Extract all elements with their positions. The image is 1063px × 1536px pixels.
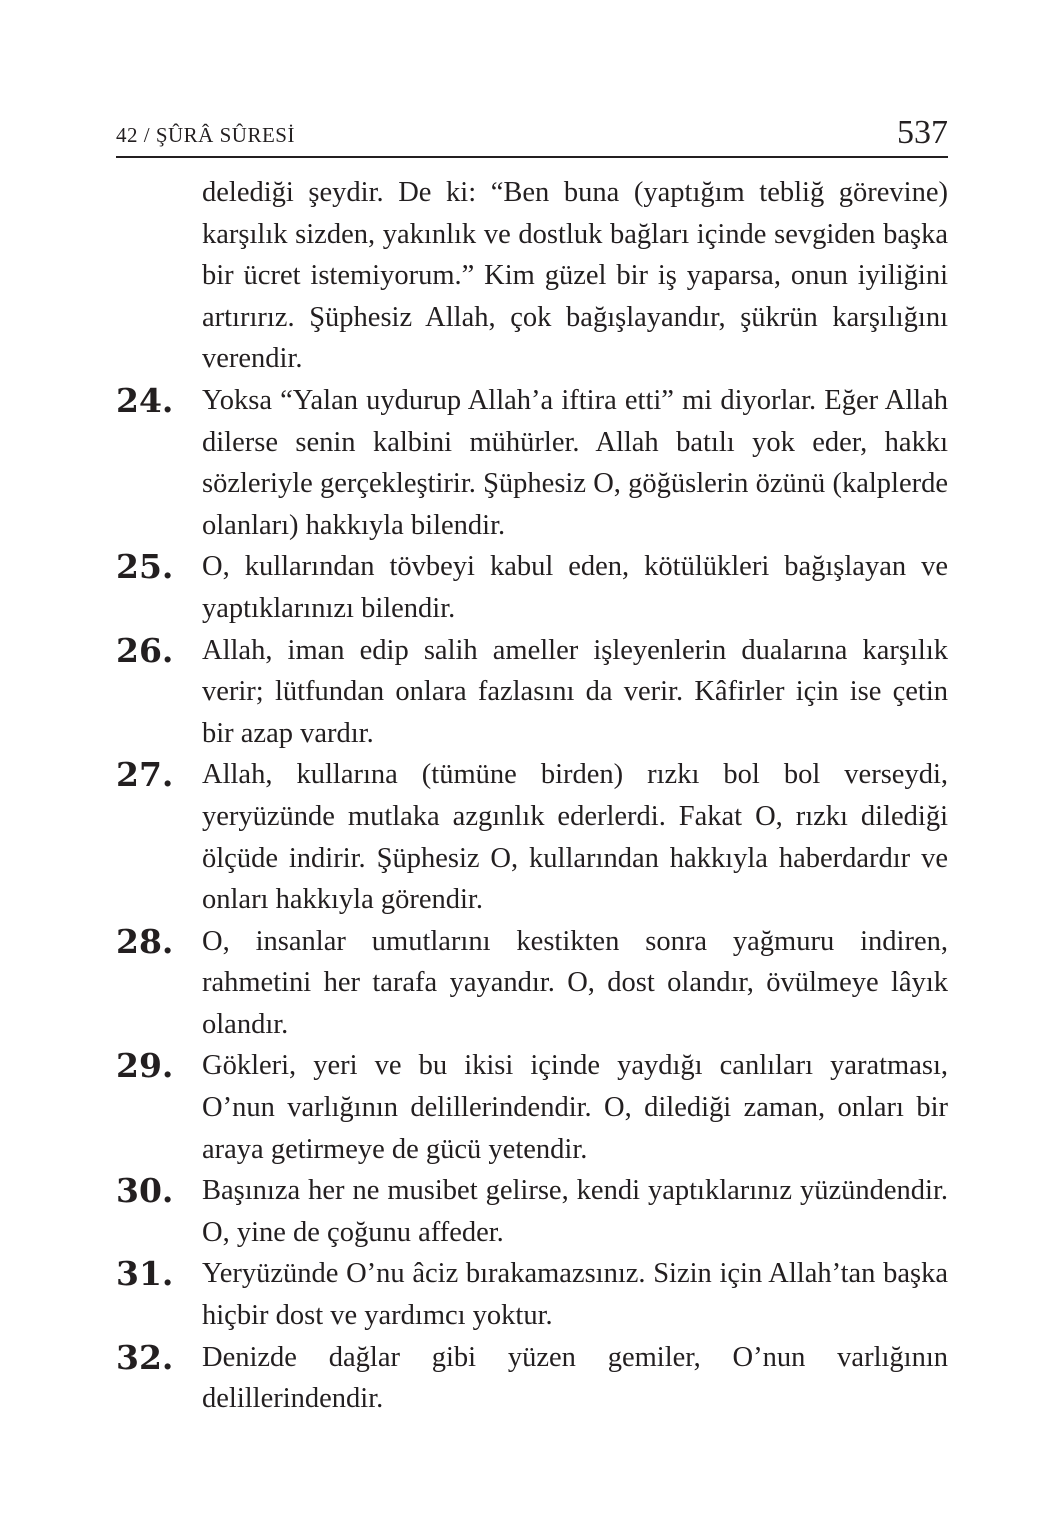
verse-number: 24. <box>116 380 174 420</box>
verse-text: Denizde dağlar gibi yüzen gemiler, O’nun varlığının delillerindendir. <box>202 1341 948 1415</box>
verse-31 <box>116 1253 948 1336</box>
verse-27 <box>116 754 948 920</box>
verse-number: 32. <box>116 1337 174 1377</box>
verse-25 <box>116 546 948 629</box>
verse-number: 29. <box>116 1046 174 1086</box>
verse-number: 26. <box>116 630 174 670</box>
running-head: 42 / ŞÛRÂ SÛRESİ <box>116 123 295 147</box>
verse-text: Gökleri, yeri ve bu ikisi içinde yaydığı canlıları yaratması, O’nun varlığının delillerindendir. O, dilediği zaman, onları bir araya getirmeye de gücü yetendir. <box>202 1050 948 1165</box>
verse-29 <box>116 1045 948 1170</box>
page-header <box>116 108 948 158</box>
verse-text: Allah, iman edip salih ameller işleyenlerin dualarına karşılık verir; lütfundan onlara fazlasını da verir. Kâfirler için ise çetin bir azap vardır. <box>202 634 948 749</box>
verse-26 <box>116 630 948 755</box>
verse-32 <box>116 1337 948 1420</box>
page-number: 537 <box>897 114 948 151</box>
verse-text: Yeryüzünde O’nu âciz bırakamazsınız. Sizin için Allah’tan başka hiçbir dost ve yardımcı yoktur. <box>202 1258 948 1332</box>
verse-number: 31. <box>116 1254 174 1294</box>
verse-number: 25. <box>116 547 174 587</box>
verse-text: Allah, kullarına (tümüne birden) rızkı bol bol verseydi, yeryüzünde mutlaka azgınlık ederlerdi. Fakat O, rızkı dilediği ölçüde indirir. Şüphesiz O, kullarından hakkıyla haberdardır ve onları hakkıyla görendir. <box>202 759 948 916</box>
continuation-paragraph <box>116 172 948 380</box>
verse-number: 27. <box>116 755 174 795</box>
verse-text: Başınıza her ne musibet gelirse, kendi yaptıklarınız yüzündendir. O, yine de çoğunu affeder. <box>202 1175 948 1248</box>
verse-number: 28. <box>116 921 174 961</box>
verse-text: O, insanlar umutlarını kestikten sonra yağmuru indiren, rahmetini her tarafa yayandır. O, dost olandır, övülmeye lâyık olandır. <box>202 925 948 1040</box>
verse-number: 30. <box>116 1171 174 1211</box>
verse-28 <box>116 921 948 1046</box>
continuation-text: delediği şeydir. De ki: “Ben buna (yaptığım tebliğ görevine) karşılık sizden, yakınlık ve dostluk bağları içinde sevgiden başka bir ücret istemiyorum.” Kim güzel bir iş yaparsa, onun iyiliğini artırırız. Şüphesiz Allah, çok bağışlayandır, şükrün karşılığını verendir. <box>202 177 948 375</box>
verse-24 <box>116 380 948 546</box>
verse-text: Yoksa “Yalan uydurup Allah’a iftira etti” mi diyorlar. Eğer Allah dilerse senin kalbini mühürler. Allah batılı yok eder, hakkı sözleriyle gerçekleştirir. Şüphesiz O, göğüslerin özünü (kalplerde olanları) hakkıyla bilendir. <box>202 384 948 541</box>
verse-30 <box>116 1170 948 1253</box>
page-body <box>116 172 948 1420</box>
verse-text: O, kullarından tövbeyi kabul eden, kötülükleri bağışlayan ve yaptıklarınızı bilendir. <box>202 551 948 624</box>
